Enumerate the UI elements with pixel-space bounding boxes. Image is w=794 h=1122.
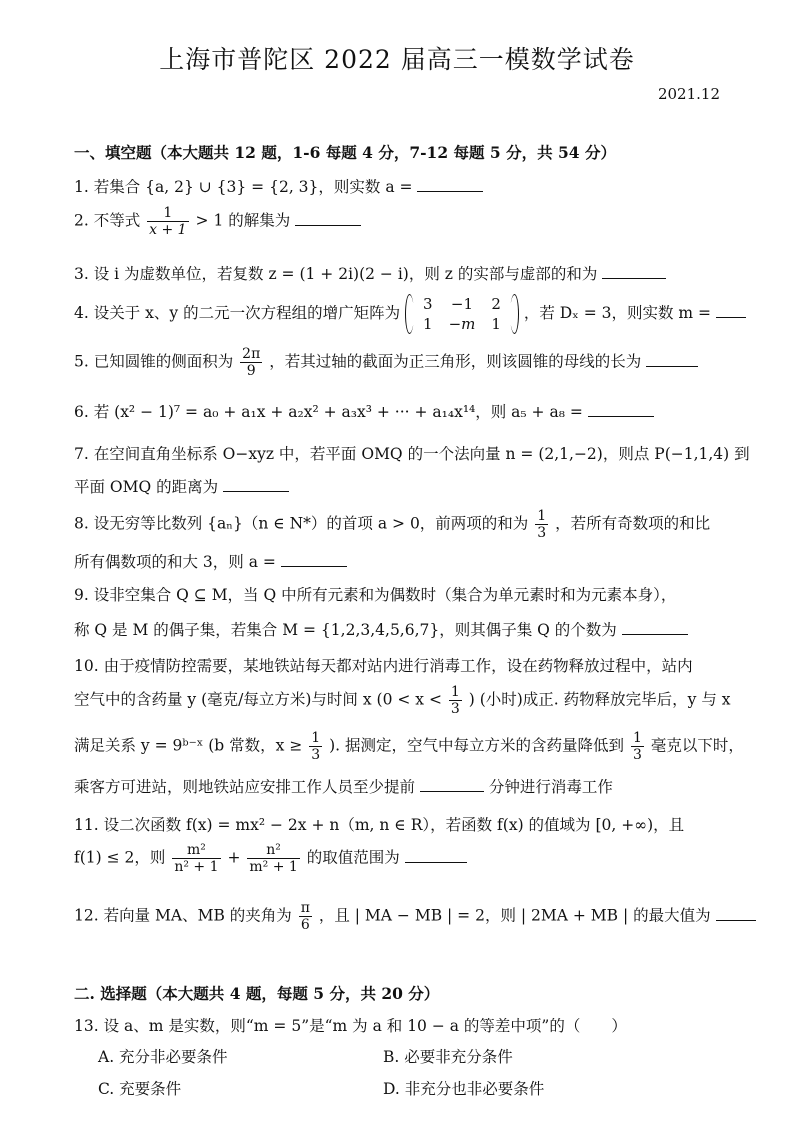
answer-blank-3 bbox=[602, 278, 666, 279]
question-11-plus: + bbox=[227, 848, 241, 867]
matrix-cell: −1 bbox=[450, 295, 474, 313]
question-8-post: ，若所有奇数项的和比 bbox=[555, 514, 711, 533]
question-10-line-4-post: 分钟进行消毒工作 bbox=[488, 778, 613, 796]
question-5-post: ，若其过轴的截面为正三角形，则该圆锥的母线的长为 bbox=[269, 352, 642, 371]
question-6-text: 6. 若 (x² − 1)⁷ = a₀ + a₁x + a₂x² + a₃x³ + ··· + a₁₄x¹⁴，则 a₅ + a₈ = bbox=[74, 403, 583, 421]
matrix-cell: 3 bbox=[423, 295, 433, 313]
question-13: 13. 设 a、m 是实数，则“m = 5”是“m 为 a 和 10 − a 的等差中项”的（ ） bbox=[74, 1017, 627, 1035]
question-5 bbox=[74, 346, 698, 379]
question-12-post: ，且 | MA − MB | = 2，则 | 2MA + MB | 的最大值为 bbox=[318, 906, 711, 925]
question-11-line-2-post: 的取值范围为 bbox=[306, 848, 400, 867]
question-2 bbox=[74, 205, 361, 238]
question-9-line-1: 9. 设非空集合 Q ⊆ M，当 Q 中所有元素和为偶数时（集合为单元素时和为元素本身）， bbox=[74, 586, 677, 604]
fraction-denominator: m² + 1 bbox=[249, 859, 298, 875]
page-title: 上海市普陀区 2022 届高三一模数学试卷 bbox=[159, 45, 635, 74]
fraction-numerator: 1 bbox=[163, 205, 173, 221]
fraction-denominator: 3 bbox=[311, 747, 321, 763]
question-12-fraction bbox=[299, 900, 312, 933]
question-4 bbox=[74, 294, 746, 334]
question-10-fraction-1 bbox=[449, 684, 462, 717]
question-10-fraction-3 bbox=[631, 730, 644, 763]
question-9-line-2 bbox=[74, 618, 688, 640]
question-3 bbox=[74, 262, 666, 284]
answer-blank-2 bbox=[295, 225, 361, 226]
matrix-cell: 1 bbox=[491, 315, 501, 333]
matrix-cell: −m bbox=[448, 315, 476, 333]
question-6 bbox=[74, 400, 654, 422]
question-10-line-3-pre: 满足关系 y = 9ᵇ⁻ˣ (b 常数，x ≥ bbox=[74, 736, 303, 755]
question-8-line-2 bbox=[74, 550, 347, 572]
question-9-line-2-text: 称 Q 是 M 的偶子集，若集合 M = {1,2,3,4,5,6,7}，则其偶子集 Q 的个数为 bbox=[74, 621, 617, 639]
question-8-line-1 bbox=[74, 508, 710, 541]
answer-blank-7 bbox=[223, 491, 289, 492]
question-11-line-1: 11. 设二次函数 f(x) = mx² − 2x + n（m, n ∈ R），若函数 f(x) 的值域为 [0, +∞)，且 bbox=[74, 816, 685, 834]
section-2-heading: 二. 选择题（本大题共 4 题，每题 5 分，共 20 分） bbox=[74, 984, 440, 1003]
question-2-pre: 2. 不等式 bbox=[74, 211, 141, 230]
question-10-line-4 bbox=[74, 775, 613, 797]
question-10-line-3-post: 毫克以下时， bbox=[650, 736, 744, 755]
answer-blank-12 bbox=[716, 920, 756, 921]
fraction-denominator: n² + 1 bbox=[174, 859, 219, 875]
answer-blank-11 bbox=[405, 862, 467, 863]
option-b: B. 必要非充分条件 bbox=[383, 1048, 513, 1066]
question-10-fraction-2 bbox=[309, 730, 322, 763]
question-3-text: 3. 设 i 为虚数单位，若复数 z = (1 + 2i)(2 − i)，则 z 的实部与虚部的和为 bbox=[74, 265, 598, 283]
question-8-line-2-text: 所有偶数项的和大 3，则 a = bbox=[74, 553, 276, 571]
answer-blank-5 bbox=[646, 366, 698, 367]
question-10-line-2-post: ) (小时)成正. 药物释放完毕后，y 与 x bbox=[468, 690, 731, 709]
question-12 bbox=[74, 900, 756, 933]
fraction-numerator: 1 bbox=[450, 684, 460, 700]
fraction-denominator: 6 bbox=[299, 916, 312, 933]
question-11-line-2 bbox=[74, 842, 467, 875]
question-7-line-2-text: 平面 OMQ 的距离为 bbox=[74, 478, 219, 496]
question-10-line-3-mid: ). 据测定，空气中每立方米的含药量降低到 bbox=[329, 736, 625, 755]
question-8-pre: 8. 设无穷等比数列 {aₙ}（n ∈ N*）的首项 a > 0，前两项的和为 bbox=[74, 514, 529, 533]
answer-blank-10 bbox=[420, 791, 484, 792]
question-10-line-1: 10. 由于疫情防控需要，某地铁站每天都对站内进行消毒工作，设在药物释放过程中，站内 bbox=[74, 657, 693, 675]
question-5-pre: 5. 已知圆锥的侧面积为 bbox=[74, 352, 234, 371]
answer-blank-4 bbox=[716, 317, 746, 318]
question-11-fraction-2 bbox=[247, 842, 299, 875]
question-5-fraction bbox=[240, 346, 262, 379]
fraction-denominator: 9 bbox=[240, 362, 262, 379]
option-d: D. 非充分也非必要条件 bbox=[383, 1080, 545, 1098]
question-2-fraction bbox=[147, 205, 188, 238]
question-10-line-3 bbox=[74, 730, 744, 763]
question-11-fraction-1 bbox=[172, 842, 220, 875]
answer-blank-9 bbox=[622, 634, 688, 635]
question-7-line-2 bbox=[74, 475, 289, 497]
matrix-cell: 1 bbox=[423, 315, 433, 333]
exam-date: 2021.12 bbox=[657, 85, 720, 103]
fraction-numerator: 1 bbox=[632, 730, 642, 746]
question-10-line-2 bbox=[74, 684, 731, 717]
fraction-numerator: n² bbox=[266, 842, 281, 858]
fraction-numerator: m² bbox=[186, 842, 206, 858]
question-10-line-2-pre: 空气中的含药量 y (毫克/每立方米)与时间 x (0 < x < bbox=[74, 690, 442, 709]
question-8-fraction bbox=[535, 508, 548, 541]
question-12-pre: 12. 若向量 MA、MB 的夹角为 bbox=[74, 906, 292, 925]
answer-blank-1 bbox=[417, 191, 483, 192]
matrix-cell: 2 bbox=[491, 295, 501, 313]
option-c: C. 充要条件 bbox=[98, 1080, 182, 1098]
question-11-line-2-pre: f(1) ≤ 2，则 bbox=[74, 848, 166, 867]
answer-blank-6 bbox=[588, 416, 654, 417]
fraction-denominator: 3 bbox=[632, 747, 642, 763]
question-10-line-4-pre: 乘客方可进站，则地铁站应安排工作人员至少提前 bbox=[74, 778, 416, 796]
option-a: A. 充分非必要条件 bbox=[98, 1048, 228, 1066]
fraction-denominator: 3 bbox=[537, 525, 547, 541]
section-1-heading: 一、填空题（本大题共 12 题，1-6 每题 4 分，7-12 每题 5 分，共 54 分） bbox=[74, 143, 616, 162]
fraction-numerator: π bbox=[300, 900, 310, 916]
question-1 bbox=[74, 175, 483, 197]
answer-blank-8 bbox=[281, 566, 347, 567]
question-4-pre: 4. 设关于 x、y 的二元一次方程组的增广矩阵为 bbox=[74, 304, 401, 322]
fraction-numerator: 1 bbox=[311, 730, 321, 746]
fraction-denominator: x + 1 bbox=[149, 222, 187, 238]
fraction-numerator: 2π bbox=[242, 346, 261, 362]
fraction-denominator: 3 bbox=[450, 701, 460, 717]
augmented-matrix bbox=[405, 294, 519, 334]
question-1-text: 1. 若集合 {a, 2} ∪ {3} = {2, 3}，则实数 a = bbox=[74, 178, 413, 196]
question-4-post: ，若 Dₓ = 3，则实数 m = bbox=[523, 304, 712, 322]
question-7-line-1: 7. 在空间直角坐标系 O−xyz 中，若平面 OMQ 的一个法向量 n = (2,1,−2)，则点 P(−1,1,4) 到 bbox=[74, 445, 750, 463]
question-2-post: > 1 的解集为 bbox=[195, 211, 291, 230]
fraction-numerator: 1 bbox=[537, 508, 547, 524]
